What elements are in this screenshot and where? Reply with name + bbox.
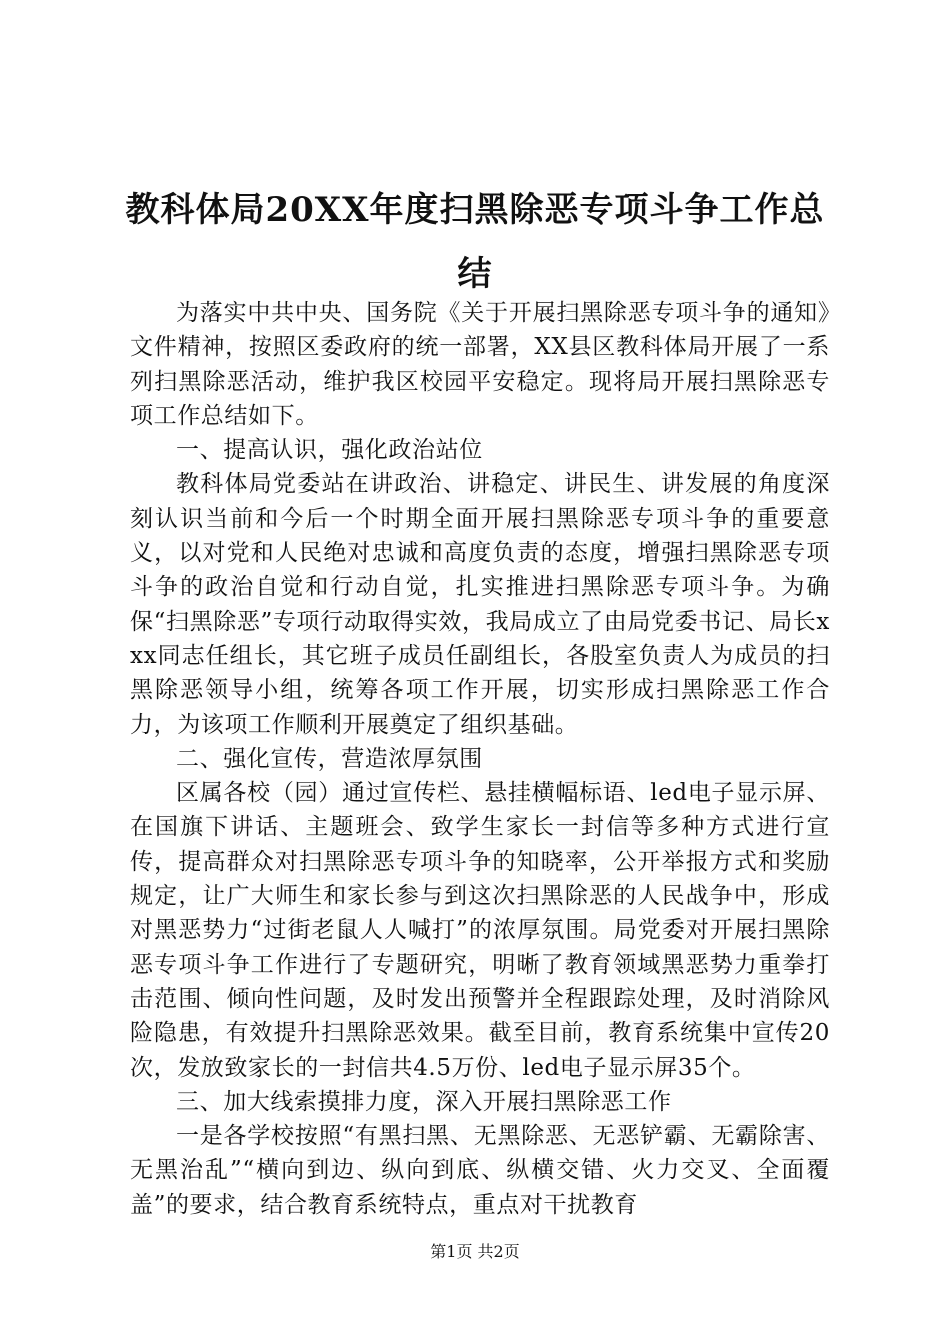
section-heading-1: 一、提高认识，强化政治站位 <box>176 437 483 464</box>
document-title: 教科体局20XX年度扫黑除恶专项斗争工作总结 <box>125 190 825 294</box>
section-paragraph-3: 一是各学校按照“有黑扫黑、无黑除恶、无恶铲霸、无霸除害、无黑治乱”“横向到边、纵向到底、纵横交错、火力交叉、全面覆盖”的要求，结合教育系统特点，重点对干扰教育 <box>130 1123 830 1218</box>
document-body <box>130 296 830 1222</box>
intro-paragraph: 为落实中共中央、国务院《关于开展扫黑除恶专项斗争的通知》文件精神，按照区委政府的统一部署，XX县区教科体局开展了一系列扫黑除恶活动，维护我区校园平安稳定。现将局开展扫黑除恶专项工作总结如下。 <box>130 300 830 429</box>
section-paragraph-2: 区属各校（园）通过宣传栏、悬挂横幅标语、led电子显示屏、在国旗下讲话、主题班会、致学生家长一封信等多种方式进行宣传，提高群众对扫黑除恶专项斗争的知晓率，公开举报方式和奖励规定，让广大师生和家长参与到这次扫黑除恶的人民战争中，形成对黑恶势力“过街老鼠人人喊打”的浓厚氛围。局党委对开展扫黑除恶专项斗争工作进行了专题研究，明晰了教育领域黑恶势力重拳打击范围、倾向性问题，及时发出预警并全程跟踪处理，及时消除风险隐患，有效提升扫黑除恶效果。截至目前，教育系统集中宣传20次，发放致家长的一封信共4.5万份、led电子显示屏35个。 <box>130 780 830 1081</box>
page-number: 第1页 共2页 <box>430 1242 520 1261</box>
section-heading-3: 三、加大线索摸排力度，深入开展扫黑除恶工作 <box>176 1088 672 1115</box>
section-heading-2: 二、强化宣传，营造浓厚氛围 <box>176 745 483 772</box>
section-paragraph-1: 教科体局党委站在讲政治、讲稳定、讲民生、讲发展的角度深刻认识当前和今后一个时期全面开展扫黑除恶专项斗争的重要意义，以对党和人民绝对忠诚和高度负责的态度，增强扫黑除恶专项斗争的政治自觉和行动自觉，扎实推进扫黑除恶专项斗争。为确保“扫黑除恶”专项行动取得实效，我局成立了由局党委书记、局长xxx同志任组长，其它班子成员任副组长，各股室负责人为成员的扫黑除恶领导小组，统筹各项工作开展，切实形成扫黑除恶工作合力，为该项工作顺利开展奠定了组织基础。 <box>130 471 830 738</box>
